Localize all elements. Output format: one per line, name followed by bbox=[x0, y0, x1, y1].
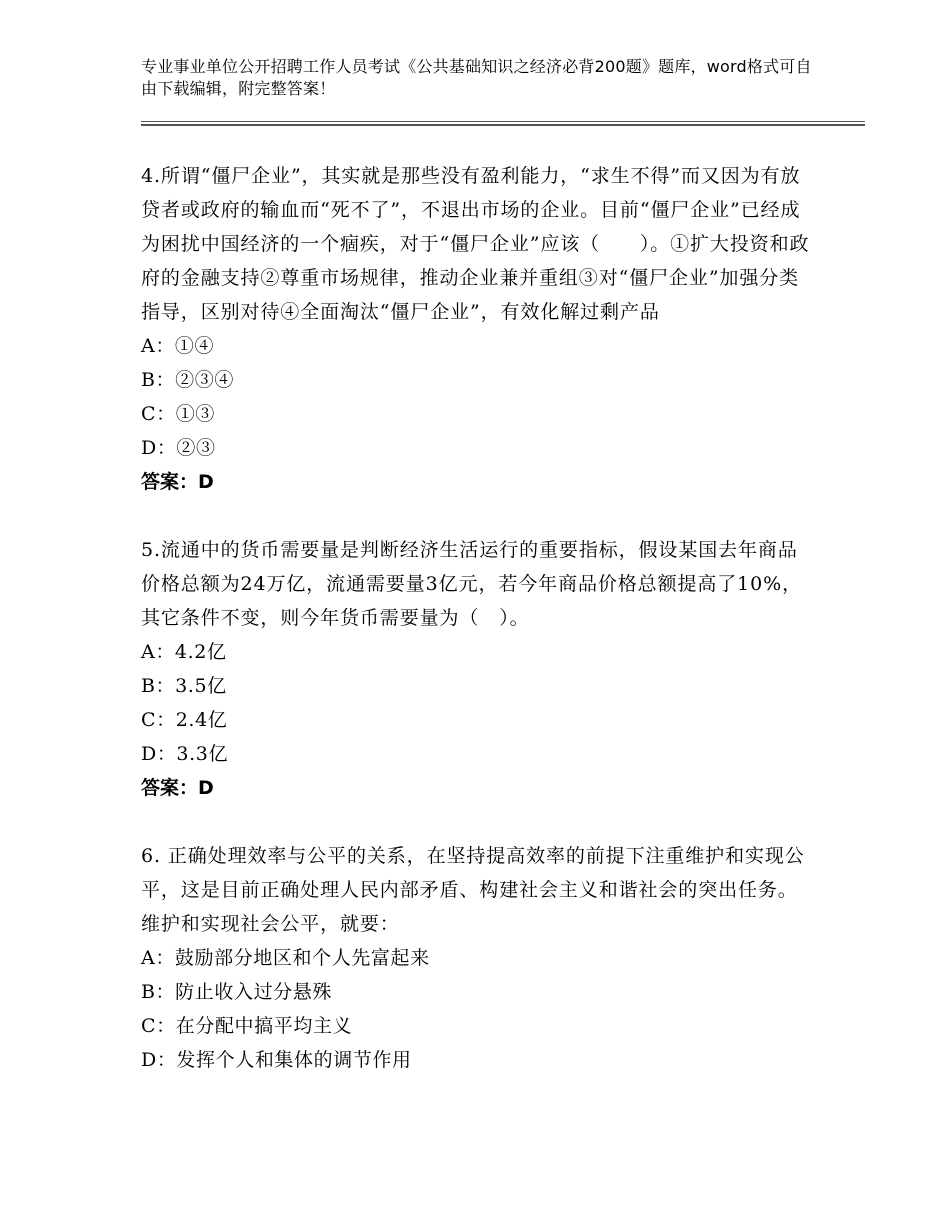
option-b: B：②③④ bbox=[141, 369, 234, 391]
option-c: C：①③ bbox=[141, 403, 215, 425]
question-list bbox=[141, 159, 811, 1111]
answer-line: 答案：D bbox=[141, 777, 214, 799]
answer-line: 答案：D bbox=[141, 471, 214, 493]
header-divider-top bbox=[141, 121, 865, 122]
question-stem: 6. 正确处理效率与公平的关系，在坚持提高效率的前提下注重维护和实现公平，这是目前正确处理人民内部矛盾、构建社会主义和谐社会的突出任务。维护和实现社会公平，就要： bbox=[141, 845, 805, 935]
option-d: D：②③ bbox=[141, 437, 216, 459]
option-a: A：4.2亿 bbox=[141, 641, 227, 663]
option-a: A：①④ bbox=[141, 335, 215, 357]
option-b: B：3.5亿 bbox=[141, 675, 227, 697]
document-header: 专业事业单位公开招聘工作人员考试《公共基础知识之经济必背200题》题库，word格式可自由下载编辑，附完整答案！ bbox=[141, 57, 812, 98]
option-c: C：2.4亿 bbox=[141, 709, 228, 731]
question-stem: 5.流通中的货币需要量是判断经济生活运行的重要指标，假设某国去年商品价格总额为24万亿，流通需要量3亿元，若今年商品价格总额提高了10%，其它条件不变，则今年货币需要量为（ ）。 bbox=[141, 539, 802, 629]
question-stem: 4.所谓“僵尸企业”，其实就是那些没有盈利能力，“求生不得”而又因为有放贷者或政府的输血而“死不了”，不退出市场的企业。目前“僵尸企业”已经成为困扰中国经济的一个痼疾，对于“僵尸企业”应该（ ）。①扩大投资和政府的金融支持②尊重市场规律，推动企业兼并重组③对“僵尸企业”加强分类指导，区别对待④全面淘汰“僵尸企业”，有效化解过剩产品 bbox=[141, 165, 810, 323]
option-d: D：3.3亿 bbox=[141, 743, 229, 765]
question-4 bbox=[141, 159, 811, 499]
option-b: B：防止收入过分悬殊 bbox=[141, 981, 332, 1003]
question-6 bbox=[141, 839, 811, 1077]
option-d: D：发挥个人和集体的调节作用 bbox=[141, 1049, 412, 1071]
header-divider-bottom bbox=[141, 124, 865, 126]
option-a: A：鼓励部分地区和个人先富起来 bbox=[141, 947, 430, 969]
option-c: C：在分配中搞平均主义 bbox=[141, 1015, 353, 1037]
question-5 bbox=[141, 533, 811, 805]
